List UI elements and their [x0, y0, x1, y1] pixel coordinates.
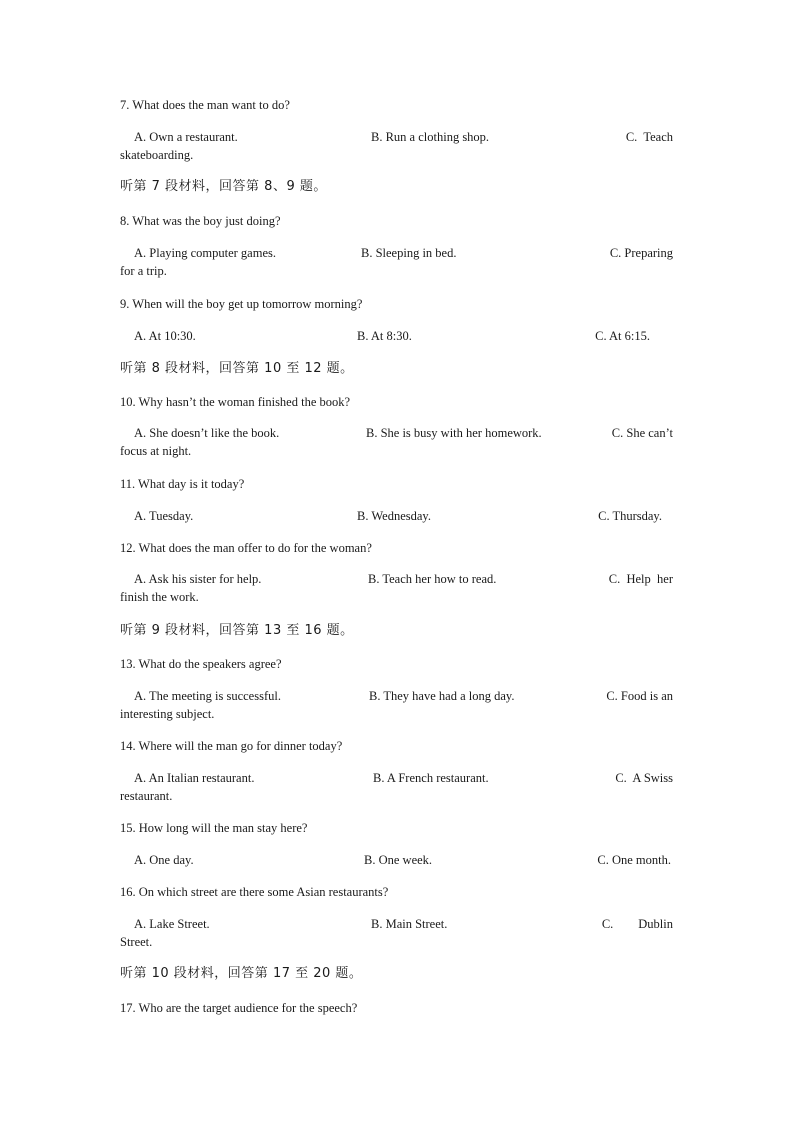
option-a: A. Lake Street.	[134, 917, 210, 931]
option-a: A. An Italian restaurant.	[134, 771, 255, 785]
option-a: A. Tuesday.	[134, 509, 194, 523]
option-wrap-text: finish the work.	[120, 590, 199, 604]
question-text: 16. On which street are there some Asian restaurants?	[120, 885, 389, 899]
question-text: 14. Where will the man go for dinner today?	[120, 739, 343, 753]
question-text: 15. How long will the man stay here?	[120, 821, 308, 835]
option-c: C. A Swiss	[615, 771, 673, 785]
option-b: B. Run a clothing shop.	[371, 130, 490, 144]
option-wrap-text: focus at night.	[120, 444, 192, 458]
question-text: 11. What day is it today?	[120, 477, 245, 491]
option-c: C. Help her	[608, 572, 673, 586]
option-b: B. She is busy with her homework.	[366, 426, 542, 440]
option-wrap-text: Street.	[120, 935, 153, 949]
question-text: 17. Who are the target audience for the speech?	[120, 1001, 358, 1015]
option-b: B. At 8:30.	[357, 329, 412, 343]
option-a: A. Ask his sister for help.	[134, 572, 262, 586]
option-c: C. Food is an	[606, 689, 673, 703]
option-c: C. Dublin	[601, 917, 673, 931]
option-c: C. Thursday.	[598, 509, 662, 523]
option-c: C. Teach	[625, 130, 673, 144]
question-text: 8. What was the boy just doing?	[120, 214, 281, 228]
option-wrap-text: restaurant.	[120, 789, 173, 803]
question-text: 9. When will the boy get up tomorrow morning?	[120, 297, 363, 311]
option-c: C. At 6:15.	[595, 329, 650, 343]
option-a: A. She doesn’t like the book.	[134, 426, 280, 440]
option-b: B. One week.	[364, 853, 433, 867]
option-c: C. Preparing	[609, 246, 673, 260]
option-b: B. Wednesday.	[357, 509, 431, 523]
option-b: B. Teach her how to read.	[368, 572, 497, 586]
question-text: 7. What does the man want to do?	[120, 98, 290, 112]
section-heading: 听第 7 段材料，回答第 8、9 题。	[120, 179, 327, 194]
option-a: A. Own a restaurant.	[134, 130, 238, 144]
section-heading: 听第 8 段材料，回答第 10 至 12 题。	[120, 361, 354, 376]
option-a: A. The meeting is successful.	[134, 689, 281, 703]
question-text: 12. What does the man offer to do for the woman?	[120, 541, 372, 555]
option-wrap-text: interesting subject.	[120, 707, 215, 721]
question-text: 13. What do the speakers agree?	[120, 657, 282, 671]
option-b: B. A French restaurant.	[373, 771, 489, 785]
section-heading: 听第 9 段材料，回答第 13 至 16 题。	[120, 623, 354, 638]
option-b: B. They have had a long day.	[369, 689, 515, 703]
option-a: A. Playing computer games.	[134, 246, 276, 260]
option-c: C. She can’t	[611, 426, 673, 440]
option-b: B. Main Street.	[371, 917, 448, 931]
option-c: C. One month.	[597, 853, 671, 867]
option-a: A. At 10:30.	[134, 329, 196, 343]
option-b: B. Sleeping in bed.	[361, 246, 457, 260]
question-text: 10. Why hasn’t the woman finished the book?	[120, 395, 351, 409]
option-a: A. One day.	[134, 853, 194, 867]
option-wrap-text: skateboarding.	[120, 148, 194, 162]
section-heading: 听第 10 段材料，回答第 17 至 20 题。	[120, 966, 363, 981]
option-wrap-text: for a trip.	[120, 264, 167, 278]
